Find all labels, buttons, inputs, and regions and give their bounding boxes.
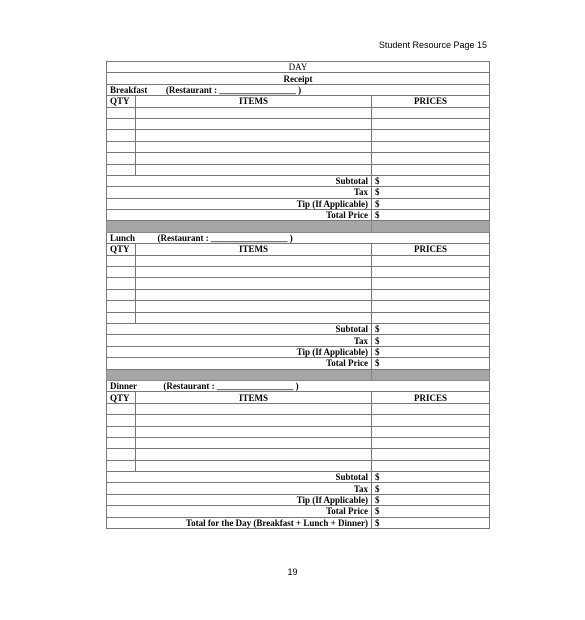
item-cell[interactable] <box>136 403 372 414</box>
restaurant-field-lunch[interactable]: (Restaurant : _________________ ) <box>157 233 293 244</box>
item-row <box>107 415 490 426</box>
item-cell[interactable] <box>136 130 372 141</box>
qty-header: QTY <box>107 96 136 107</box>
price-cell[interactable] <box>372 437 490 448</box>
item-cell[interactable] <box>136 267 372 278</box>
tip-row <box>107 346 490 357</box>
price-cell[interactable] <box>372 278 490 289</box>
item-cell[interactable] <box>136 312 372 323</box>
qty-cell[interactable] <box>107 267 136 278</box>
item-row <box>107 130 490 141</box>
column-header-row <box>107 392 490 403</box>
price-cell[interactable] <box>372 118 490 129</box>
subtotal-field[interactable]: $ <box>372 323 490 334</box>
tip-field[interactable]: $ <box>372 198 490 209</box>
total-label: Total Price <box>107 210 372 221</box>
section-separator <box>107 221 490 232</box>
item-cell[interactable] <box>136 255 372 266</box>
prices-header: PRICES <box>372 392 490 403</box>
breakfast-header <box>107 84 490 95</box>
receipt-label: Receipt <box>107 73 490 84</box>
price-cell[interactable] <box>372 267 490 278</box>
price-cell[interactable] <box>372 460 490 471</box>
subtotal-label: Subtotal <box>107 175 372 186</box>
subtotal-label: Subtotal <box>107 472 372 483</box>
meal-label-lunch: Lunch <box>110 233 136 244</box>
total-label: Total Price <box>107 506 372 517</box>
tip-row <box>107 494 490 505</box>
price-cell[interactable] <box>372 301 490 312</box>
tax-label: Tax <box>107 187 372 198</box>
tip-label: Tip (If Applicable) <box>107 198 372 209</box>
price-cell[interactable] <box>372 255 490 266</box>
qty-cell[interactable] <box>107 301 136 312</box>
qty-cell[interactable] <box>107 130 136 141</box>
item-cell[interactable] <box>136 460 372 471</box>
item-row <box>107 118 490 129</box>
item-row <box>107 141 490 152</box>
item-cell[interactable] <box>136 437 372 448</box>
total-row <box>107 506 490 517</box>
column-header-row <box>107 96 490 107</box>
item-row <box>107 267 490 278</box>
tax-field[interactable]: $ <box>372 483 490 494</box>
qty-cell[interactable] <box>107 164 136 175</box>
column-header-row <box>107 244 490 255</box>
qty-cell[interactable] <box>107 415 136 426</box>
day-total-label: Total for the Day (Breakfast + Lunch + Dinner) <box>107 517 372 528</box>
section-separator <box>107 369 490 380</box>
restaurant-field-dinner[interactable]: (Restaurant : _________________ ) <box>163 381 299 392</box>
qty-cell[interactable] <box>107 312 136 323</box>
total-field[interactable]: $ <box>372 506 490 517</box>
dinner-header-row <box>107 380 490 391</box>
items-header: ITEMS <box>136 96 372 107</box>
price-cell[interactable] <box>372 141 490 152</box>
price-cell[interactable] <box>372 153 490 164</box>
price-cell[interactable] <box>372 415 490 426</box>
subtotal-field[interactable]: $ <box>372 175 490 186</box>
item-row <box>107 153 490 164</box>
qty-cell[interactable] <box>107 255 136 266</box>
qty-cell[interactable] <box>107 460 136 471</box>
prices-header: PRICES <box>372 244 490 255</box>
item-cell[interactable] <box>136 449 372 460</box>
prices-header: PRICES <box>372 96 490 107</box>
meal-label-breakfast: Breakfast <box>110 84 148 95</box>
item-row <box>107 426 490 437</box>
qty-cell[interactable] <box>107 426 136 437</box>
item-row <box>107 449 490 460</box>
item-row <box>107 460 490 471</box>
qty-cell[interactable] <box>107 107 136 118</box>
day-label[interactable]: DAY <box>107 62 490 73</box>
tax-row <box>107 187 490 198</box>
tax-field[interactable]: $ <box>372 187 490 198</box>
page-number: 19 <box>287 567 298 577</box>
meal-label-dinner: Dinner <box>110 381 137 392</box>
item-cell[interactable] <box>136 415 372 426</box>
qty-cell[interactable] <box>107 278 136 289</box>
tax-field[interactable]: $ <box>372 335 490 346</box>
tip-label: Tip (If Applicable) <box>107 346 372 357</box>
item-row <box>107 289 490 300</box>
lunch-header-row <box>107 232 490 243</box>
total-field[interactable]: $ <box>372 210 490 221</box>
items-header: ITEMS <box>136 392 372 403</box>
total-field[interactable]: $ <box>372 358 490 369</box>
price-cell[interactable] <box>372 107 490 118</box>
item-cell[interactable] <box>136 141 372 152</box>
price-cell[interactable] <box>372 164 490 175</box>
tax-row <box>107 483 490 494</box>
meal-receipt-form <box>106 61 490 529</box>
qty-cell[interactable] <box>107 118 136 129</box>
receipt-row <box>107 73 490 84</box>
items-header: ITEMS <box>136 244 372 255</box>
item-cell[interactable] <box>136 301 372 312</box>
subtotal-row <box>107 472 490 483</box>
qty-cell[interactable] <box>107 289 136 300</box>
price-cell[interactable] <box>372 312 490 323</box>
subtotal-row <box>107 175 490 186</box>
day-total-row <box>107 517 490 528</box>
item-row <box>107 437 490 448</box>
item-row <box>107 255 490 266</box>
subtotal-row <box>107 323 490 334</box>
qty-cell[interactable] <box>107 403 136 414</box>
price-cell[interactable] <box>372 130 490 141</box>
price-cell[interactable] <box>372 403 490 414</box>
tax-label: Tax <box>107 335 372 346</box>
item-cell[interactable] <box>136 153 372 164</box>
item-cell[interactable] <box>136 289 372 300</box>
tip-field[interactable]: $ <box>372 346 490 357</box>
lunch-header <box>107 232 490 243</box>
page-header: Student Resource Page 15 <box>378 40 487 50</box>
item-cell[interactable] <box>136 278 372 289</box>
subtotal-field[interactable]: $ <box>372 472 490 483</box>
price-cell[interactable] <box>372 289 490 300</box>
tax-label: Tax <box>107 483 372 494</box>
total-label: Total Price <box>107 358 372 369</box>
qty-header: QTY <box>107 244 136 255</box>
total-row <box>107 210 490 221</box>
item-row <box>107 278 490 289</box>
total-row <box>107 358 490 369</box>
item-cell[interactable] <box>136 118 372 129</box>
item-row <box>107 403 490 414</box>
tip-label: Tip (If Applicable) <box>107 494 372 505</box>
item-row <box>107 164 490 175</box>
item-cell[interactable] <box>136 164 372 175</box>
qty-cell[interactable] <box>107 153 136 164</box>
qty-header: QTY <box>107 392 136 403</box>
day-total-field[interactable]: $ <box>372 517 490 528</box>
item-row <box>107 301 490 312</box>
dinner-header <box>107 380 490 391</box>
item-cell[interactable] <box>136 426 372 437</box>
breakfast-header-row <box>107 84 490 95</box>
qty-cell[interactable] <box>107 449 136 460</box>
subtotal-label: Subtotal <box>107 323 372 334</box>
item-row <box>107 107 490 118</box>
tip-field[interactable]: $ <box>372 494 490 505</box>
item-row <box>107 312 490 323</box>
qty-cell[interactable] <box>107 437 136 448</box>
price-cell[interactable] <box>372 426 490 437</box>
tax-row <box>107 335 490 346</box>
qty-cell[interactable] <box>107 141 136 152</box>
day-row <box>107 62 490 73</box>
tip-row <box>107 198 490 209</box>
restaurant-field-breakfast[interactable]: (Restaurant : _________________ ) <box>165 84 302 95</box>
item-cell[interactable] <box>136 107 372 118</box>
price-cell[interactable] <box>372 449 490 460</box>
